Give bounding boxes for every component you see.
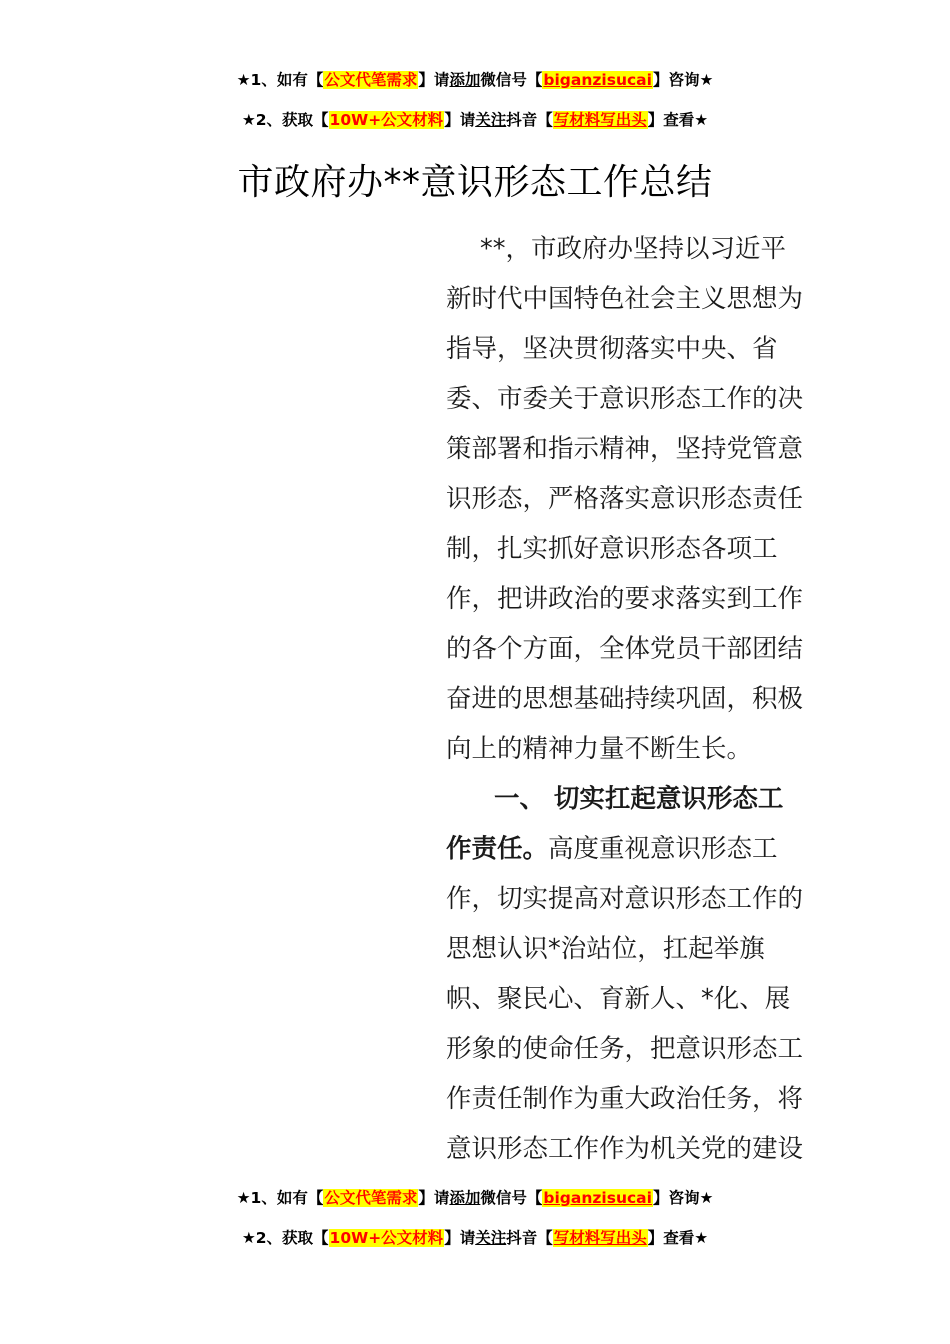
promo-text: 】请 [418,1189,450,1207]
promo-underline: 关注 [475,1229,507,1247]
promo-text: 】请 [444,111,476,129]
paragraph-line: 委、市委关于意识形态工作的决 [446,384,804,414]
wechat-id-link[interactable]: biganzisucai [543,71,652,89]
paragraph-line: 作责任制作为重大政治任务，将 [446,1084,804,1114]
footer-promo-line-2 [0,1226,950,1250]
document-body [446,224,806,1174]
promo-text: 】咨询★ [652,1189,714,1207]
section-heading-line [446,824,806,874]
promo-underline: 关注 [475,111,507,129]
wechat-id-link[interactable]: biganzisucai [543,1189,652,1207]
paragraph-line: 向上的精神力量不断生长。 [446,734,753,764]
paragraph-line: 思想认识*治站位，扛起举旗 [446,934,765,964]
paragraph-line: 的各个方面，全体党员干部团结 [446,634,804,664]
promo-text: ★2、获取【 [241,111,329,129]
paragraph-line: 形象的使命任务，把意识形态工 [446,1034,804,1064]
paragraph-line: **，市政府办坚持以习近平 [480,234,787,264]
footer-promo-line-1 [0,1186,950,1210]
paragraph-line: 制，扎实抓好意识形态各项工 [446,534,778,564]
paragraph-line: 帜、聚民心、育新人、*化、展 [446,984,791,1014]
section-heading: 一、 切实扛起意识形态工 [494,784,784,814]
douyin-id-link[interactable]: 写材料写出头 [553,111,647,129]
douyin-id-link[interactable]: 写材料写出头 [553,1229,647,1247]
paragraph-line: 作，把讲政治的要求落实到工作 [446,584,804,614]
promo-text: 】查看★ [647,111,709,129]
promo-text: 微信号【 [480,1189,543,1207]
paragraph-line: 策部署和指示精神，坚持党管意 [446,434,804,464]
promo-text: ★1、如有【 [236,71,324,89]
header-promo-line-2 [0,108,950,132]
promo-text: ★2、获取【 [241,1229,329,1247]
promo-highlight: 10W+公文材料 [329,1229,444,1247]
promo-underline: 添加 [449,71,481,89]
paragraph-line: 新时代中国特色社会主义思想为 [446,284,804,314]
paragraph-text: 高度重视意识形态工 [548,834,778,864]
promo-text: 】查看★ [647,1229,709,1247]
paragraph-line: 指导，坚决贯彻落实中央、省 [446,334,778,364]
promo-text: 】咨询★ [652,71,714,89]
promo-text: ★1、如有【 [236,1189,324,1207]
paragraph-line: 作，切实提高对意识形态工作的 [446,884,804,914]
paragraph-line: 识形态，严格落实意识形态责任 [446,484,804,514]
promo-highlight: 公文代笔需求 [324,1189,418,1207]
promo-text: 】请 [444,1229,476,1247]
promo-highlight: 10W+公文材料 [329,111,444,129]
paragraph-line: 奋进的思想基础持续巩固，积极 [446,684,804,714]
promo-text: 】请 [418,71,450,89]
promo-text: 抖音【 [506,1229,553,1247]
promo-highlight: 公文代笔需求 [324,71,418,89]
header-promo-line-1 [0,68,950,92]
section-heading-tail: 作责任。 [446,834,549,864]
promo-text: 抖音【 [506,111,553,129]
document-title: 市政府办**意识形态工作总结 [237,162,713,203]
paragraph-line: 意识形态工作作为机关党的建设 [446,1134,804,1164]
promo-text: 微信号【 [480,71,543,89]
promo-underline: 添加 [449,1189,481,1207]
